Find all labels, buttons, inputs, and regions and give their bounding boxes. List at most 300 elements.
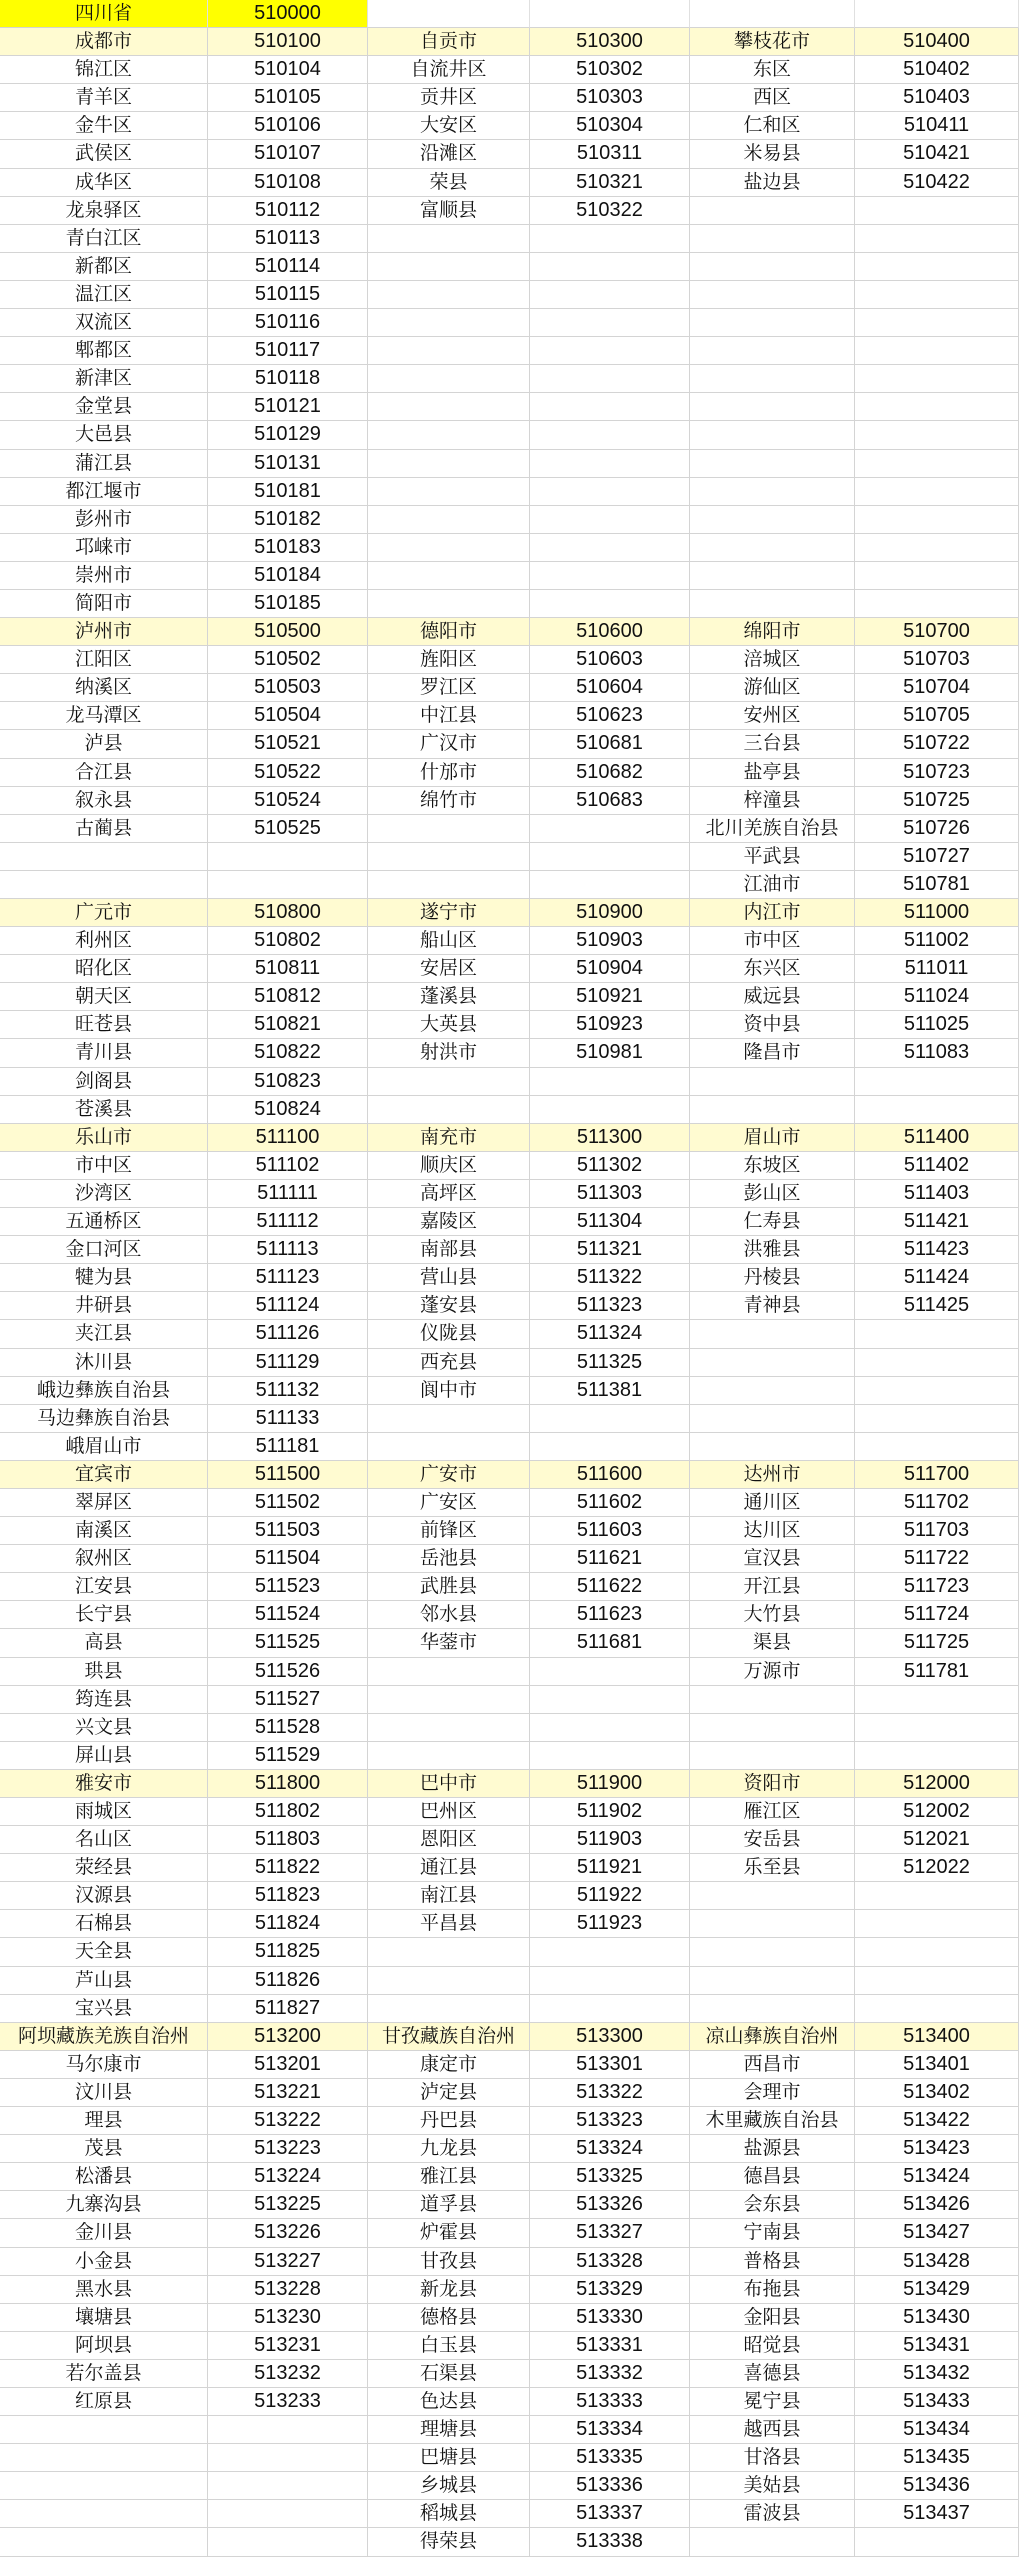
district-code[interactable]: 510704: [855, 674, 1019, 702]
district-code[interactable]: 512021: [855, 1826, 1019, 1854]
empty-cell[interactable]: [368, 506, 530, 534]
city-name[interactable]: 德阳市: [368, 618, 530, 646]
district-code[interactable]: 513429: [855, 2276, 1019, 2304]
district-code[interactable]: 511527: [208, 1686, 368, 1714]
empty-cell[interactable]: [368, 562, 530, 590]
district-code[interactable]: 510703: [855, 646, 1019, 674]
district-code[interactable]: 513335: [530, 2444, 690, 2472]
district-name[interactable]: 锦江区: [0, 56, 208, 84]
district-name[interactable]: 越西县: [690, 2416, 855, 2444]
district-code[interactable]: 510723: [855, 759, 1019, 787]
district-code[interactable]: 510683: [530, 787, 690, 815]
empty-cell[interactable]: [530, 871, 690, 899]
district-code[interactable]: 513328: [530, 2248, 690, 2276]
district-code[interactable]: 512002: [855, 1798, 1019, 1826]
city-code[interactable]: 511500: [208, 1461, 368, 1489]
district-name[interactable]: 宝兴县: [0, 1995, 208, 2023]
district-code[interactable]: 511403: [855, 1180, 1019, 1208]
empty-cell[interactable]: [855, 393, 1019, 421]
district-name[interactable]: 大安区: [368, 112, 530, 140]
district-code[interactable]: 511781: [855, 1658, 1019, 1686]
district-name[interactable]: 甘洛县: [690, 2444, 855, 2472]
city-name[interactable]: 广安市: [368, 1461, 530, 1489]
district-code[interactable]: 511322: [530, 1264, 690, 1292]
district-code[interactable]: 513322: [530, 2079, 690, 2107]
district-name[interactable]: 喜德县: [690, 2360, 855, 2388]
district-name[interactable]: 珙县: [0, 1658, 208, 1686]
empty-cell[interactable]: [690, 1405, 855, 1433]
district-name[interactable]: 雅江县: [368, 2163, 530, 2191]
district-code[interactable]: 511025: [855, 1011, 1019, 1039]
district-code[interactable]: 511002: [855, 927, 1019, 955]
district-name[interactable]: 新龙县: [368, 2276, 530, 2304]
empty-cell[interactable]: [0, 843, 208, 871]
district-code[interactable]: 513226: [208, 2219, 368, 2247]
district-code[interactable]: 510129: [208, 421, 368, 449]
city-name[interactable]: 阿坝藏族羌族自治州: [0, 2023, 208, 2051]
district-code[interactable]: 510502: [208, 646, 368, 674]
empty-cell[interactable]: [855, 281, 1019, 309]
district-name[interactable]: 广安区: [368, 1489, 530, 1517]
district-code[interactable]: 513401: [855, 2051, 1019, 2079]
empty-cell[interactable]: [530, 337, 690, 365]
empty-cell[interactable]: [530, 1938, 690, 1966]
district-code[interactable]: 511921: [530, 1854, 690, 1882]
district-name[interactable]: 盐亭县: [690, 759, 855, 787]
district-code[interactable]: 511124: [208, 1292, 368, 1320]
district-name[interactable]: 苍溪县: [0, 1096, 208, 1124]
district-name[interactable]: 德昌县: [690, 2163, 855, 2191]
city-code[interactable]: 511300: [530, 1124, 690, 1152]
district-name[interactable]: 龙马潭区: [0, 702, 208, 730]
district-code[interactable]: 510322: [530, 197, 690, 225]
district-name[interactable]: 通川区: [690, 1489, 855, 1517]
district-code[interactable]: 510503: [208, 674, 368, 702]
district-name[interactable]: 雨城区: [0, 1798, 208, 1826]
district-code[interactable]: 511725: [855, 1629, 1019, 1657]
district-name[interactable]: 犍为县: [0, 1264, 208, 1292]
empty-cell[interactable]: [690, 337, 855, 365]
district-code[interactable]: 513223: [208, 2135, 368, 2163]
empty-cell[interactable]: [855, 365, 1019, 393]
district-name[interactable]: 会理市: [690, 2079, 855, 2107]
district-code[interactable]: 510304: [530, 112, 690, 140]
district-code[interactable]: 511304: [530, 1208, 690, 1236]
district-name[interactable]: 东兴区: [690, 955, 855, 983]
district-name[interactable]: 江阳区: [0, 646, 208, 674]
empty-cell[interactable]: [855, 1742, 1019, 1770]
empty-cell[interactable]: [530, 1096, 690, 1124]
district-code[interactable]: 511603: [530, 1517, 690, 1545]
empty-cell[interactable]: [855, 1686, 1019, 1714]
district-code[interactable]: 511123: [208, 1264, 368, 1292]
city-name[interactable]: 达州市: [690, 1461, 855, 1489]
district-code[interactable]: 511825: [208, 1938, 368, 1966]
district-code[interactable]: 513331: [530, 2332, 690, 2360]
district-code[interactable]: 511323: [530, 1292, 690, 1320]
district-code[interactable]: 510184: [208, 562, 368, 590]
empty-cell[interactable]: [530, 309, 690, 337]
district-name[interactable]: 盐源县: [690, 2135, 855, 2163]
district-code[interactable]: 513225: [208, 2191, 368, 2219]
city-name[interactable]: 资阳市: [690, 1770, 855, 1798]
district-name[interactable]: 蓬安县: [368, 1292, 530, 1320]
district-name[interactable]: 安居区: [368, 955, 530, 983]
district-name[interactable]: 威远县: [690, 983, 855, 1011]
empty-cell[interactable]: [530, 1068, 690, 1096]
district-name[interactable]: 石渠县: [368, 2360, 530, 2388]
district-name[interactable]: 兴文县: [0, 1714, 208, 1742]
district-code[interactable]: 513436: [855, 2472, 1019, 2500]
empty-cell[interactable]: [368, 309, 530, 337]
district-code[interactable]: 510726: [855, 815, 1019, 843]
district-code[interactable]: 511381: [530, 1377, 690, 1405]
district-code[interactable]: 511502: [208, 1489, 368, 1517]
district-code[interactable]: 510603: [530, 646, 690, 674]
city-name[interactable]: 内江市: [690, 899, 855, 927]
district-code[interactable]: 511724: [855, 1601, 1019, 1629]
district-name[interactable]: 峨边彝族自治县: [0, 1377, 208, 1405]
empty-cell[interactable]: [368, 1967, 530, 1995]
empty-cell[interactable]: [855, 1910, 1019, 1938]
district-code[interactable]: 511133: [208, 1405, 368, 1433]
district-name[interactable]: 高坪区: [368, 1180, 530, 1208]
district-name[interactable]: 南部县: [368, 1236, 530, 1264]
district-name[interactable]: 隆昌市: [690, 1039, 855, 1067]
district-code[interactable]: 511424: [855, 1264, 1019, 1292]
district-name[interactable]: 筠连县: [0, 1686, 208, 1714]
empty-cell[interactable]: [530, 1742, 690, 1770]
district-code[interactable]: 510811: [208, 955, 368, 983]
empty-cell[interactable]: [368, 843, 530, 871]
district-name[interactable]: 绵竹市: [368, 787, 530, 815]
city-code[interactable]: 511900: [530, 1770, 690, 1798]
empty-cell[interactable]: [690, 393, 855, 421]
district-code[interactable]: 510727: [855, 843, 1019, 871]
district-code[interactable]: 513201: [208, 2051, 368, 2079]
district-code[interactable]: 511681: [530, 1629, 690, 1657]
district-name[interactable]: 游仙区: [690, 674, 855, 702]
district-code[interactable]: 510812: [208, 983, 368, 1011]
district-name[interactable]: 金阳县: [690, 2304, 855, 2332]
district-name[interactable]: 沙湾区: [0, 1180, 208, 1208]
district-code[interactable]: 510722: [855, 730, 1019, 758]
empty-cell[interactable]: [530, 1686, 690, 1714]
city-code[interactable]: 510100: [208, 28, 368, 56]
empty-cell[interactable]: [530, 534, 690, 562]
empty-cell[interactable]: [530, 253, 690, 281]
empty-cell[interactable]: [690, 1742, 855, 1770]
empty-cell[interactable]: [530, 506, 690, 534]
district-code[interactable]: 511302: [530, 1152, 690, 1180]
district-name[interactable]: 新津区: [0, 365, 208, 393]
city-code[interactable]: 511800: [208, 1770, 368, 1798]
district-code[interactable]: 511923: [530, 1910, 690, 1938]
district-code[interactable]: 513427: [855, 2219, 1019, 2247]
empty-cell[interactable]: [530, 225, 690, 253]
district-code[interactable]: 513434: [855, 2416, 1019, 2444]
district-code[interactable]: 513337: [530, 2500, 690, 2528]
district-name[interactable]: 射洪市: [368, 1039, 530, 1067]
district-name[interactable]: 金口河区: [0, 1236, 208, 1264]
district-name[interactable]: 乐至县: [690, 1854, 855, 1882]
empty-cell[interactable]: [690, 2528, 855, 2556]
district-name[interactable]: 金堂县: [0, 393, 208, 421]
empty-cell[interactable]: [690, 1433, 855, 1461]
district-code[interactable]: 513327: [530, 2219, 690, 2247]
district-code[interactable]: 513431: [855, 2332, 1019, 2360]
district-name[interactable]: 西昌市: [690, 2051, 855, 2079]
district-name[interactable]: 邻水县: [368, 1601, 530, 1629]
empty-cell[interactable]: [690, 1995, 855, 2023]
district-code[interactable]: 511181: [208, 1433, 368, 1461]
empty-cell[interactable]: [855, 225, 1019, 253]
empty-cell[interactable]: [368, 815, 530, 843]
city-code[interactable]: 511600: [530, 1461, 690, 1489]
empty-cell[interactable]: [690, 450, 855, 478]
district-name[interactable]: 平武县: [690, 843, 855, 871]
district-code[interactable]: 511622: [530, 1573, 690, 1601]
district-name[interactable]: 武胜县: [368, 1573, 530, 1601]
district-name[interactable]: 渠县: [690, 1629, 855, 1657]
district-name[interactable]: 合江县: [0, 759, 208, 787]
district-code[interactable]: 511827: [208, 1995, 368, 2023]
empty-cell[interactable]: [208, 843, 368, 871]
empty-cell[interactable]: [208, 871, 368, 899]
empty-cell[interactable]: [530, 1967, 690, 1995]
district-name[interactable]: 恩阳区: [368, 1826, 530, 1854]
district-name[interactable]: 盐边县: [690, 169, 855, 197]
empty-cell[interactable]: [855, 421, 1019, 449]
district-code[interactable]: 513426: [855, 2191, 1019, 2219]
district-name[interactable]: 梓潼县: [690, 787, 855, 815]
district-name[interactable]: 新都区: [0, 253, 208, 281]
district-code[interactable]: 510181: [208, 478, 368, 506]
district-name[interactable]: 市中区: [690, 927, 855, 955]
city-name[interactable]: 泸州市: [0, 618, 208, 646]
district-code[interactable]: 511823: [208, 1882, 368, 1910]
district-name[interactable]: 温江区: [0, 281, 208, 309]
district-code[interactable]: 511113: [208, 1236, 368, 1264]
district-name[interactable]: 德格县: [368, 2304, 530, 2332]
district-name[interactable]: 洪雅县: [690, 1236, 855, 1264]
district-name[interactable]: 普格县: [690, 2248, 855, 2276]
district-name[interactable]: 九寨沟县: [0, 2191, 208, 2219]
district-code[interactable]: 511528: [208, 1714, 368, 1742]
district-code[interactable]: 510107: [208, 140, 368, 168]
city-name[interactable]: 广元市: [0, 899, 208, 927]
district-name[interactable]: 江安县: [0, 1573, 208, 1601]
district-name[interactable]: 蓬溪县: [368, 983, 530, 1011]
district-code[interactable]: 510421: [855, 140, 1019, 168]
district-name[interactable]: 广汉市: [368, 730, 530, 758]
city-name[interactable]: 成都市: [0, 28, 208, 56]
district-code[interactable]: 510903: [530, 927, 690, 955]
district-code[interactable]: 511325: [530, 1349, 690, 1377]
district-name[interactable]: 高县: [0, 1629, 208, 1657]
district-name[interactable]: 纳溪区: [0, 674, 208, 702]
district-code[interactable]: 513336: [530, 2472, 690, 2500]
district-name[interactable]: 三台县: [690, 730, 855, 758]
district-name[interactable]: 冕宁县: [690, 2388, 855, 2416]
district-code[interactable]: 510108: [208, 169, 368, 197]
district-name[interactable]: 峨眉山市: [0, 1433, 208, 1461]
district-name[interactable]: 中江县: [368, 702, 530, 730]
district-code[interactable]: 513323: [530, 2107, 690, 2135]
empty-cell[interactable]: [690, 1096, 855, 1124]
empty-cell[interactable]: [690, 1349, 855, 1377]
district-name[interactable]: 阿坝县: [0, 2332, 208, 2360]
district-code[interactable]: 510682: [530, 759, 690, 787]
district-code[interactable]: 510823: [208, 1068, 368, 1096]
district-code[interactable]: 510117: [208, 337, 368, 365]
district-code[interactable]: 513224: [208, 2163, 368, 2191]
empty-cell[interactable]: [368, 253, 530, 281]
district-name[interactable]: 朝天区: [0, 983, 208, 1011]
empty-cell[interactable]: [530, 1995, 690, 2023]
district-name[interactable]: 巴州区: [368, 1798, 530, 1826]
district-name[interactable]: 天全县: [0, 1938, 208, 1966]
district-name[interactable]: 安州区: [690, 702, 855, 730]
city-code[interactable]: 510400: [855, 28, 1019, 56]
district-name[interactable]: 旺苍县: [0, 1011, 208, 1039]
district-code[interactable]: 511132: [208, 1377, 368, 1405]
district-code[interactable]: 511824: [208, 1910, 368, 1938]
district-name[interactable]: 沐川县: [0, 1349, 208, 1377]
district-name[interactable]: 青羊区: [0, 84, 208, 112]
district-code[interactable]: 513222: [208, 2107, 368, 2135]
district-name[interactable]: 郫都区: [0, 337, 208, 365]
district-code[interactable]: 513232: [208, 2360, 368, 2388]
district-name[interactable]: 泸定县: [368, 2079, 530, 2107]
district-code[interactable]: 513329: [530, 2276, 690, 2304]
district-code[interactable]: 510604: [530, 674, 690, 702]
district-code[interactable]: 511504: [208, 1545, 368, 1573]
district-name[interactable]: 沿滩区: [368, 140, 530, 168]
city-code[interactable]: 510700: [855, 618, 1019, 646]
empty-cell[interactable]: [690, 365, 855, 393]
district-code[interactable]: 510302: [530, 56, 690, 84]
district-name[interactable]: 武侯区: [0, 140, 208, 168]
empty-cell[interactable]: [855, 450, 1019, 478]
district-code[interactable]: 511623: [530, 1601, 690, 1629]
district-name[interactable]: 理塘县: [368, 2416, 530, 2444]
district-code[interactable]: 511126: [208, 1320, 368, 1348]
empty-cell[interactable]: [855, 1320, 1019, 1348]
empty-cell[interactable]: [368, 421, 530, 449]
district-name[interactable]: 荥经县: [0, 1854, 208, 1882]
district-code[interactable]: 511922: [530, 1882, 690, 1910]
district-code[interactable]: 510114: [208, 253, 368, 281]
district-name[interactable]: 稻城县: [368, 2500, 530, 2528]
empty-cell[interactable]: [368, 1995, 530, 2023]
district-name[interactable]: 白玉县: [368, 2332, 530, 2360]
city-code[interactable]: 510600: [530, 618, 690, 646]
district-name[interactable]: 大英县: [368, 1011, 530, 1039]
district-code[interactable]: 511421: [855, 1208, 1019, 1236]
district-code[interactable]: 511503: [208, 1517, 368, 1545]
district-name[interactable]: 彭州市: [0, 506, 208, 534]
district-code[interactable]: 511702: [855, 1489, 1019, 1517]
district-code[interactable]: 510521: [208, 730, 368, 758]
district-code[interactable]: 511902: [530, 1798, 690, 1826]
city-name[interactable]: 雅安市: [0, 1770, 208, 1798]
district-name[interactable]: 双流区: [0, 309, 208, 337]
district-code[interactable]: 511303: [530, 1180, 690, 1208]
district-code[interactable]: 510321: [530, 169, 690, 197]
empty-cell[interactable]: [530, 478, 690, 506]
district-code[interactable]: 512022: [855, 1854, 1019, 1882]
district-code[interactable]: 510116: [208, 309, 368, 337]
district-code[interactable]: 510705: [855, 702, 1019, 730]
empty-cell[interactable]: [855, 1405, 1019, 1433]
empty-cell[interactable]: [368, 1068, 530, 1096]
district-code[interactable]: 510822: [208, 1039, 368, 1067]
district-name[interactable]: 荣县: [368, 169, 530, 197]
city-name[interactable]: 巴中市: [368, 1770, 530, 1798]
empty-cell[interactable]: [368, 0, 530, 28]
empty-cell[interactable]: [690, 421, 855, 449]
district-name[interactable]: 仁寿县: [690, 1208, 855, 1236]
district-name[interactable]: 名山区: [0, 1826, 208, 1854]
district-code[interactable]: 513227: [208, 2248, 368, 2276]
city-code[interactable]: 512000: [855, 1770, 1019, 1798]
empty-cell[interactable]: [530, 562, 690, 590]
district-name[interactable]: 泸县: [0, 730, 208, 758]
district-name[interactable]: 井研县: [0, 1292, 208, 1320]
empty-cell[interactable]: [530, 421, 690, 449]
district-name[interactable]: 昭化区: [0, 955, 208, 983]
district-name[interactable]: 大竹县: [690, 1601, 855, 1629]
empty-cell[interactable]: [690, 1938, 855, 1966]
district-name[interactable]: 丹棱县: [690, 1264, 855, 1292]
district-name[interactable]: 雷波县: [690, 2500, 855, 2528]
district-name[interactable]: 南溪区: [0, 1517, 208, 1545]
district-code[interactable]: 511723: [855, 1573, 1019, 1601]
empty-cell[interactable]: [690, 1320, 855, 1348]
district-name[interactable]: 布拖县: [690, 2276, 855, 2304]
city-code[interactable]: 511100: [208, 1124, 368, 1152]
district-code[interactable]: 513326: [530, 2191, 690, 2219]
district-name[interactable]: 达川区: [690, 1517, 855, 1545]
district-name[interactable]: 金川县: [0, 2219, 208, 2247]
district-name[interactable]: 青神县: [690, 1292, 855, 1320]
empty-cell[interactable]: [855, 309, 1019, 337]
district-code[interactable]: 511803: [208, 1826, 368, 1854]
empty-cell[interactable]: [690, 225, 855, 253]
empty-cell[interactable]: [690, 478, 855, 506]
empty-cell[interactable]: [368, 337, 530, 365]
district-name[interactable]: 邛崃市: [0, 534, 208, 562]
empty-cell[interactable]: [690, 309, 855, 337]
empty-cell[interactable]: [855, 1882, 1019, 1910]
district-name[interactable]: 九龙县: [368, 2135, 530, 2163]
district-name[interactable]: 得荣县: [368, 2528, 530, 2556]
district-name[interactable]: 什邡市: [368, 759, 530, 787]
district-name[interactable]: 北川羌族自治县: [690, 815, 855, 843]
empty-cell[interactable]: [368, 450, 530, 478]
district-code[interactable]: 510121: [208, 393, 368, 421]
city-name[interactable]: 遂宁市: [368, 899, 530, 927]
district-name[interactable]: 万源市: [690, 1658, 855, 1686]
district-code[interactable]: 513433: [855, 2388, 1019, 2416]
district-name[interactable]: 西区: [690, 84, 855, 112]
district-code[interactable]: 510105: [208, 84, 368, 112]
empty-cell[interactable]: [855, 1995, 1019, 2023]
district-code[interactable]: 510821: [208, 1011, 368, 1039]
district-code[interactable]: 510504: [208, 702, 368, 730]
district-code[interactable]: 510824: [208, 1096, 368, 1124]
